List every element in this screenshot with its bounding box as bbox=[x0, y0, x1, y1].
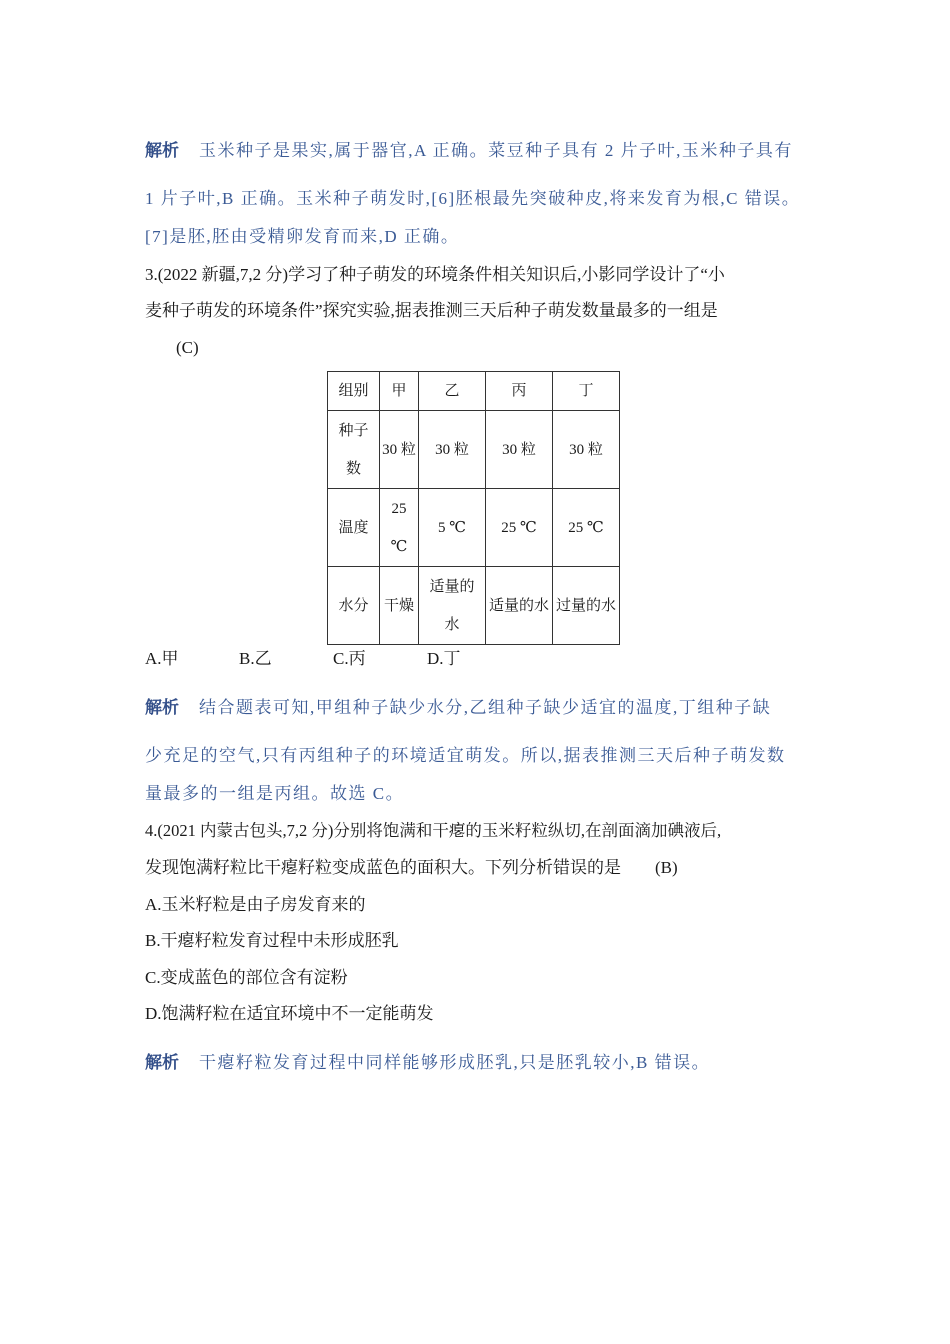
question-3-line-1: 3.(2022 新疆,7,2 分)学习了种子萌发的环境条件相关知识后,小影同学设计了“小 bbox=[145, 265, 725, 284]
table-row bbox=[328, 411, 620, 489]
option-d[interactable]: D.饱满籽粒在适宜环境中不一定能萌发 bbox=[145, 1004, 434, 1023]
explanation-label: 解析 bbox=[145, 1053, 179, 1072]
question-3-answer: (C) bbox=[176, 338, 199, 357]
table-row bbox=[328, 567, 620, 645]
explanation-text: 干瘪籽粒发育过程中同样能够形成胚乳,只是胚乳较小,B 错误。 bbox=[199, 1053, 711, 1072]
question-3-line-2: 麦种子萌发的环境条件”探究实验,据表推测三天后种子萌发数量最多的一组是 bbox=[145, 301, 718, 320]
table-row bbox=[328, 489, 620, 567]
explanation-2-line-1 bbox=[145, 697, 771, 719]
explanation-1-line-3: [7]是胚,胚由受精卵发育而来,D 正确。 bbox=[145, 227, 460, 246]
table-header-cell: 丁 bbox=[553, 372, 620, 411]
question-4-answer: (B) bbox=[655, 858, 678, 877]
explanation-3-line-1 bbox=[145, 1052, 710, 1074]
explanation-label: 解析 bbox=[145, 698, 179, 717]
table-header-cell: 组别 bbox=[328, 372, 380, 411]
option-a[interactable]: A.甲 bbox=[145, 649, 179, 668]
table-row-label: 种子 数 bbox=[328, 411, 380, 489]
explanation-1-line-1 bbox=[145, 140, 793, 162]
table-header-cell: 乙 bbox=[419, 372, 486, 411]
table-cell: 25 ℃ bbox=[380, 489, 419, 567]
table-cell: 30 粒 bbox=[486, 411, 553, 489]
table-cell: 干燥 bbox=[380, 567, 419, 645]
table-cell: 5 ℃ bbox=[419, 489, 486, 567]
table-cell: 适量的 水 bbox=[419, 567, 486, 645]
table-cell: 适量的水 bbox=[486, 567, 553, 645]
explanation-text: 玉米种子是果实,属于器官,A 正确。菜豆种子具有 2 片子叶,玉米种子具有 bbox=[199, 141, 793, 160]
table-header-cell: 丙 bbox=[486, 372, 553, 411]
explanation-label: 解析 bbox=[145, 141, 179, 160]
option-c[interactable]: C.丙 bbox=[333, 649, 366, 668]
explanation-2-line-3: 量最多的一组是丙组。故选 C。 bbox=[145, 784, 405, 803]
table-cell: 25 ℃ bbox=[486, 489, 553, 567]
question-4-line-2: 发现饱满籽粒比干瘪籽粒变成蓝色的面积大。下列分析错误的是 (B) bbox=[145, 858, 678, 877]
option-d[interactable]: D.丁 bbox=[427, 649, 461, 668]
experiment-table bbox=[327, 371, 620, 645]
option-b[interactable]: B.干瘪籽粒发育过程中未形成胚乳 bbox=[145, 931, 399, 950]
table-cell: 25 ℃ bbox=[553, 489, 620, 567]
explanation-text: 结合题表可知,甲组种子缺少水分,乙组种子缺少适宜的温度,丁组种子缺 bbox=[199, 698, 772, 717]
option-c[interactable]: C.变成蓝色的部位含有淀粉 bbox=[145, 968, 348, 987]
table-cell: 30 粒 bbox=[380, 411, 419, 489]
question-4-line-1: 4.(2021 内蒙古包头,7,2 分)分别将饱满和干瘪的玉米籽粒纵切,在剖面滴加碘液后, bbox=[145, 821, 722, 840]
table-row-label: 温度 bbox=[328, 489, 380, 567]
option-b[interactable]: B.乙 bbox=[239, 649, 272, 668]
explanation-2-line-2: 少充足的空气,只有丙组种子的环境适宜萌发。所以,据表推测三天后种子萌发数 bbox=[145, 746, 786, 765]
table-cell: 过量的水 bbox=[553, 567, 620, 645]
table-header-row bbox=[328, 372, 620, 411]
option-a[interactable]: A.玉米籽粒是由子房发育来的 bbox=[145, 895, 366, 914]
table-cell: 30 粒 bbox=[419, 411, 486, 489]
explanation-1-line-2: 1 片子叶,B 正确。玉米种子萌发时,[6]胚根最先突破种皮,将来发育为根,C 错误。 bbox=[145, 189, 801, 208]
table-row-label: 水分 bbox=[328, 567, 380, 645]
table-header-cell: 甲 bbox=[380, 372, 419, 411]
table-cell: 30 粒 bbox=[553, 411, 620, 489]
